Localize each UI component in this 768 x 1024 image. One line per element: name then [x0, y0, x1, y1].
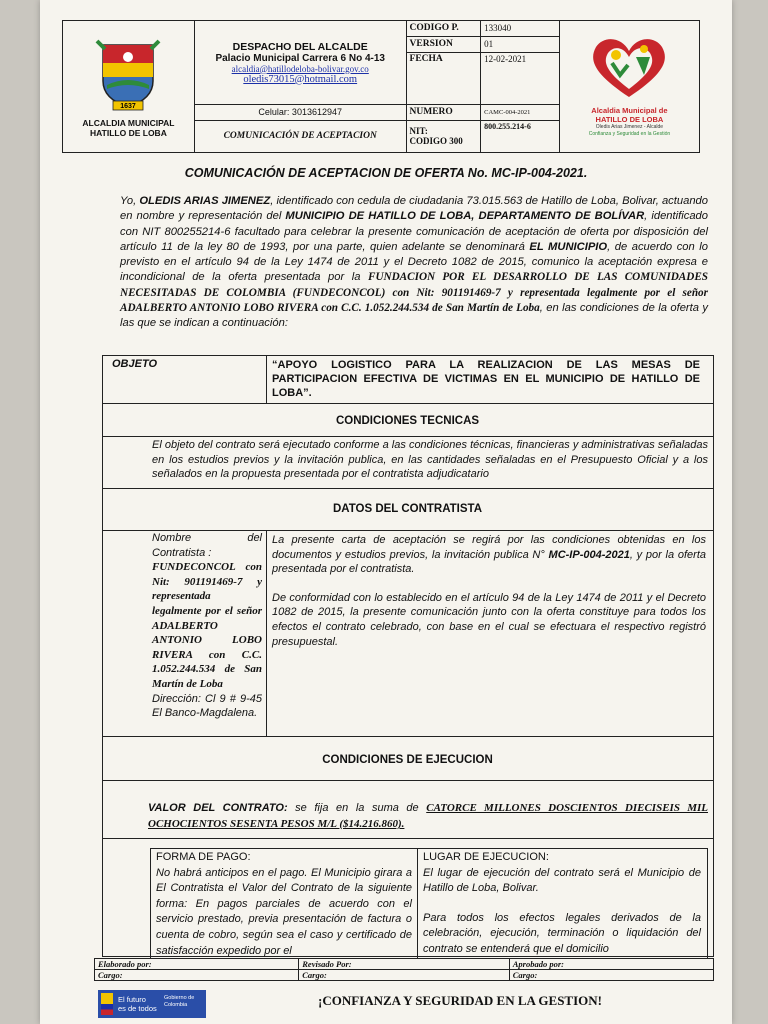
nit-value: 800.255.214-6 — [481, 120, 560, 152]
intro-text-e: , en las condiciones de la oferta y las que se indican a continuación: — [120, 302, 708, 330]
intro-text-b: , identificado con cedula de ciudadania 73.015.563 de Hatillo de Loba, Bolivar, actuando en nombre y representación del — [120, 195, 708, 223]
lugar-heading: LUGAR DE EJECUCION: — [423, 851, 549, 863]
version-value: 01 — [481, 36, 560, 52]
phone-cell: Celular: 3013612947 — [194, 105, 406, 121]
el-municipio: EL MUNICIPIO — [529, 240, 608, 253]
email-link-2[interactable]: oledis73015@hotmail.com — [243, 73, 358, 85]
intro-text-a: Yo, — [120, 195, 140, 207]
footer-slogan: ¡CONFIANZA Y SEGURIDAD EN LA GESTION! — [318, 993, 602, 1008]
valor-block: VALOR DEL CONTRATO: se fija en la suma de CATORCE MILLONES DOSCIENTOS DIECISEIS MIL OCHOCIENTOS SESENTA PESOS M/L ($14.216.860). — [148, 802, 708, 830]
code-label: CODIGO P. — [406, 21, 481, 37]
code2-label: CODIGO 300 — [409, 136, 463, 147]
contratista-heading: DATOS DEL CONTRATISTA — [332, 503, 483, 515]
heart-logo-icon — [586, 35, 672, 101]
doc-type: COMUNICACIÓN DE ACEPTACION — [194, 120, 406, 152]
ejecucion-heading: CONDICIONES DE EJECUCION — [322, 754, 493, 766]
municipal-shield-icon — [93, 35, 163, 113]
contratista-address: Dirección: Cl 9 # 9-45 El Banco-Magdalena. — [152, 692, 262, 720]
office-title: DESPACHO DEL ALCALDE — [232, 40, 368, 53]
right-logo-cell — [559, 21, 699, 153]
valor-amount: CATORCE MILLONES DOSCIENTOS DIECISEIS MIL OCHOCIENTOS SESENTA PESOS M/L ($14.216.860). — [148, 802, 708, 830]
tecnicas-heading: CONDICIONES TECNICAS — [335, 415, 480, 427]
gov-slogan-1: El futuro — [118, 995, 146, 1004]
tecnicas-text: El objeto del contrato será ejecutado conforme a las condiciones técnicas, financieras y administrativas señaladas en los estudios previos y la invitación publica, en las cantidades señaladas en el Presupuesto Oficial y a los señalados en la propuesta presentada por el contratista adjudicatario — [152, 439, 708, 481]
intro-paragraph — [120, 194, 708, 332]
document-page — [40, 0, 732, 1024]
right-logo-line3: Oledis Arias Jimenez - Alcalde — [595, 124, 664, 130]
colombia-flag-icon — [101, 993, 113, 1015]
left-logo-cell — [63, 21, 195, 153]
date-value: 12-02-2021 — [481, 52, 560, 104]
revisado-label: Revisado Por: — [299, 959, 509, 970]
date-label: FECHA — [406, 52, 481, 104]
mayor-name: OLEDIS ARIAS JIMENEZ — [139, 195, 271, 207]
lugar-p2: Para todos los efectos legales derivados de la celebración, ejecución, terminación o liquidación del contrato se entenderá que el domicilio — [423, 911, 701, 955]
foundation-info: FUNDACION POR EL DESARROLLO DE LAS COMUNIDADES NECESITADAS DE COLOMBIA (FUNDECONCOL) con Nit: 901191469-7 y representada legalmente por el señor ADALBERTO ANTONIO LOBO RIVERA con C.C. 1.052.244.534 de San Martín de Loba — [120, 271, 708, 315]
right-logo-line1: Alcaldia Municipal de — [591, 106, 668, 115]
cargo-2: Cargo: — [299, 970, 509, 981]
elaborado-label: Elaborado por: — [95, 959, 299, 970]
version-label: VERSION — [406, 36, 481, 52]
lugar-block — [423, 850, 701, 958]
cargo-1: Cargo: — [95, 970, 299, 981]
gov-slogan-2: es de todos — [118, 1004, 157, 1013]
nit-label-cell — [406, 120, 481, 152]
valor-label: VALOR DEL CONTRATO: — [148, 802, 288, 814]
nit-label: NIT: — [409, 126, 428, 137]
office-address: Palacio Municipal Carrera 6 No 4-13 — [215, 52, 385, 64]
intro-text-c: , identificado con NIT 800255214-6 facultado para celebrar la presente comunicación de aceptación de oferta por disposición del artículo 11 de la ley 80 de 1993, por una parte, quien adelante se denominará — [120, 210, 708, 253]
intro-text-d: , de acuerdo con lo previsto en el artículo 94 de la Ley 1474 de 2011 y el Decreto 1082 de 2015, comunico la aceptación expresa e incondicional de la oferta presentada por la — [120, 240, 708, 284]
contratista-p1: La presente carta de aceptación se regirá por las condiciones obtenidas en los documentos y estudios previos, la invitación publica N° MC-IP-004-2021, y por la oferta presentada por el contratista. — [272, 534, 706, 576]
gov-name: Gobierno de Colombia — [164, 995, 195, 1008]
code-value: 133040 — [481, 21, 560, 37]
objeto-text: “APOYO LOGISTICO PARA LA REALIZACION DE LAS MESAS DE PARTICIPACION EFECTIVA DE VICTIMAS EN EL MUNICIPIO DE HATILLO DE LOBA”. — [272, 359, 700, 399]
municipality-name: MUNICIPIO DE HATILLO DE LOBA, DEPARTAMENTO DE BOLÍVAR — [285, 210, 645, 223]
aprobado-label: Aprobado por: — [509, 959, 713, 970]
contratista-terms — [272, 533, 706, 649]
shield-year: 1637 — [120, 103, 137, 110]
signature-table — [94, 958, 714, 981]
pago-block — [156, 850, 412, 959]
org-name: ALCALDIA MUNICIPAL HATILLO DE LOBA — [82, 118, 175, 138]
document-title: COMUNICACIÓN DE ACEPTACION DE OFERTA No. MC-IP-004-2021. — [184, 166, 588, 180]
contratista-p2: De conformidad con lo establecido en el artículo 94 de la Ley 1474 de 2011 y el Decreto 1082 de 2015, la presente comunicación junto con la oferta constituye para todos los efectos el contrato celebrado, con base en el cual se efectuara el respectivo registró presupuestal. — [272, 591, 706, 648]
contratista-name-block — [152, 531, 262, 721]
number-value: CAMC-004-2021 — [481, 105, 560, 121]
objeto-label: OBJETO — [112, 358, 158, 370]
pago-heading: FORMA DE PAGO: — [156, 851, 251, 863]
contratista-name-label: Nombre del Contratista : — [152, 532, 262, 559]
pago-text: No habrá anticipos en el pago. El Municipio girara a El Contratista el Valor del Contrato de la siguiente forma: En pagos parciales de acuerdo con el servicio prestado, previa presentación de factura o cuenta de cobro, según sea el caso y certificado de satisfacción expedido por el — [156, 866, 412, 957]
header-table — [62, 20, 700, 153]
office-cell — [194, 21, 406, 105]
lugar-p1: El lugar de ejecución del contrato será el Municipio de Hatillo de Loba, Bolivar. — [423, 866, 701, 895]
right-logo-line2: HATILLO DE LOBA — [595, 115, 664, 124]
number-label: NUMERO — [406, 105, 481, 121]
contratista-name-value: FUNDECONCOL con Nit: 901191469-7 y representada legalmente por el señor ADALBERTO ANTONIO LOBO RIVERA con C.C. 1.052.244.534 de San Martín de Loba — [152, 561, 262, 690]
cargo-3: Cargo: — [509, 970, 713, 981]
right-logo-line4: Confianza y Seguridad en la Gestión — [588, 131, 671, 137]
email-link-1[interactable]: alcaldia@hatillodeloba-bolivar.gov.co — [231, 63, 369, 74]
gov-badge — [98, 990, 206, 1018]
